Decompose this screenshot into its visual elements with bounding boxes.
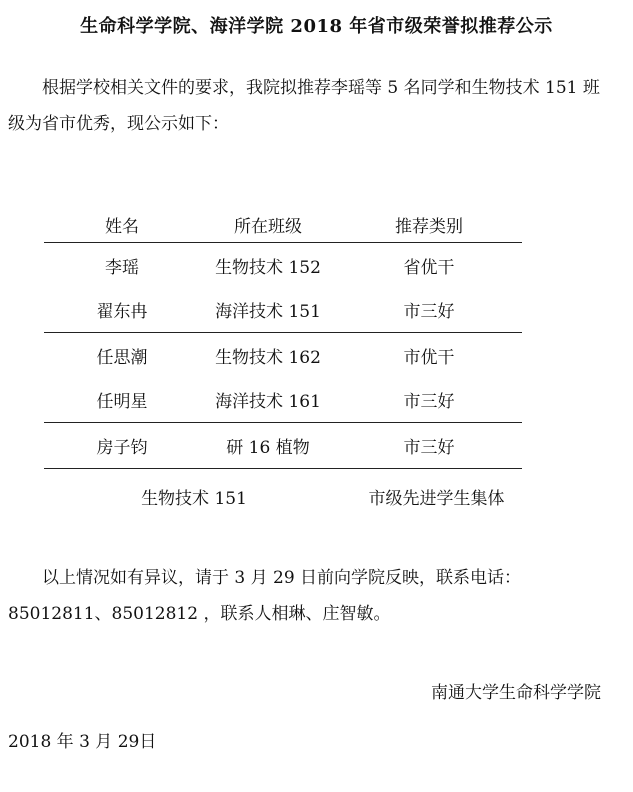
student-class: 生物技术 162 xyxy=(215,347,321,368)
notice-paragraph xyxy=(8,560,608,632)
table-header-row xyxy=(44,206,522,242)
collective-category: 市级先进学生集体 xyxy=(368,488,505,509)
student-class: 海洋技术 151 xyxy=(215,302,321,323)
award-category: 市三好 xyxy=(403,437,455,458)
table-row xyxy=(44,423,522,468)
document-title: 生命科学学院、海洋学院 2018 年省市级荣誉拟推荐公示 xyxy=(80,16,553,37)
notice-line-2: 85012811、85012812 ，联系人相琳、庄智敏。 xyxy=(8,604,391,624)
student-class: 生物技术 152 xyxy=(215,257,321,278)
document-date: 2018 年 3 月 29日 xyxy=(8,732,157,752)
table-row xyxy=(44,288,522,333)
collective-award-row xyxy=(44,478,564,514)
table-row xyxy=(44,378,522,423)
student-name: 李瑶 xyxy=(105,257,139,278)
recommendation-table xyxy=(44,206,522,469)
student-name: 任思潮 xyxy=(96,347,148,368)
award-category: 市优干 xyxy=(403,347,455,368)
table-rule xyxy=(44,468,522,469)
student-name: 任明星 xyxy=(96,392,148,413)
table-row xyxy=(44,333,522,378)
student-name: 翟东冉 xyxy=(96,302,148,323)
header-class: 所在班级 xyxy=(234,216,302,237)
header-category: 推荐类别 xyxy=(395,216,463,237)
award-category: 市三好 xyxy=(403,392,455,413)
student-class: 海洋技术 161 xyxy=(215,392,321,413)
collective-class: 生物技术 151 xyxy=(141,488,247,509)
student-name: 房子钧 xyxy=(96,437,148,458)
table-row xyxy=(44,243,522,288)
signature: 南通大学生命科学学院 xyxy=(431,683,601,703)
award-category: 省优干 xyxy=(403,257,455,278)
award-category: 市三好 xyxy=(403,302,455,323)
student-class: 研 16 植物 xyxy=(226,437,310,458)
notice-line-1: 以上情况如有异议，请于 3 月 29 日前向学院反映，联系电话： xyxy=(42,568,522,588)
intro-paragraph: 根据学校相关文件的要求，我院拟推荐李瑶等 5 名同学和生物技术 151 班级为省市优秀，现公示如下： xyxy=(8,78,600,134)
header-name: 姓名 xyxy=(105,216,139,237)
